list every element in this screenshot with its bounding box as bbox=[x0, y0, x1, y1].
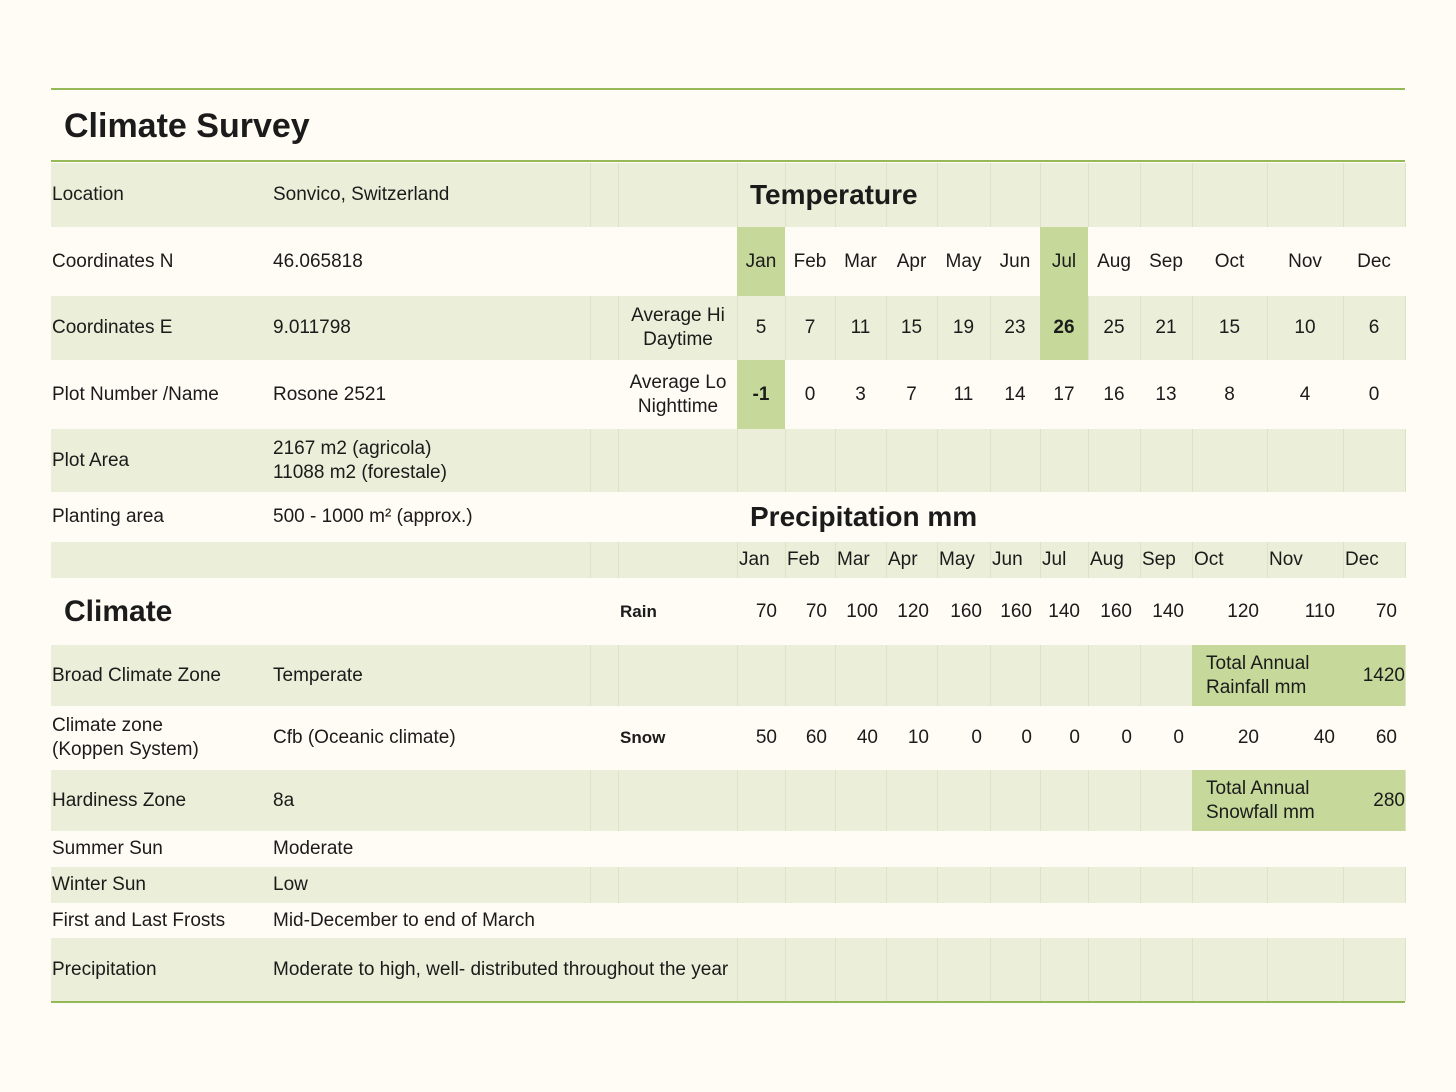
rain-value: 160 bbox=[1000, 600, 1032, 622]
temperature-hi-value: 5 bbox=[755, 317, 767, 338]
temperature-hi-value: 15 bbox=[1218, 317, 1241, 338]
temperature-lo-value: 14 bbox=[1004, 383, 1026, 405]
snow-value: 40 bbox=[1313, 727, 1335, 748]
summer-sun-label: Summer Sun bbox=[52, 838, 163, 859]
grid-divider bbox=[937, 770, 938, 831]
broad-climate-zone-value: Temperate bbox=[273, 664, 363, 686]
grid-divider bbox=[990, 542, 991, 578]
precipitation-month-label: Feb bbox=[787, 549, 820, 570]
plot-area-value: 2167 m2 (agricola) 11088 m2 (forestale) bbox=[273, 437, 447, 483]
temperature-month-label: Sep bbox=[1149, 250, 1183, 272]
grid-divider bbox=[785, 770, 786, 831]
planting-area-label: Planting area bbox=[52, 506, 164, 527]
grid-divider bbox=[1267, 867, 1268, 903]
grid-divider bbox=[1088, 163, 1089, 227]
plot-number-value: Rosone 2521 bbox=[273, 383, 387, 405]
temperature-lo-value: -1 bbox=[752, 383, 770, 405]
grid-divider bbox=[737, 867, 738, 903]
grid-divider bbox=[1192, 429, 1193, 492]
grid-divider bbox=[1267, 938, 1268, 1001]
grid-divider bbox=[1140, 645, 1141, 706]
precipitation-month-label: Dec bbox=[1345, 549, 1379, 570]
grid-divider bbox=[1040, 867, 1041, 903]
temperature-hi-value: 19 bbox=[952, 317, 975, 338]
temperature-month-label: Jul bbox=[1051, 250, 1077, 272]
snow-total-label: Total Annual Snowfall mm bbox=[1206, 777, 1315, 823]
climate-zone-value: Cfb (Oceanic climate) bbox=[273, 727, 456, 748]
document-title: Climate Survey bbox=[64, 107, 310, 145]
grid-divider bbox=[1140, 429, 1141, 492]
temperature-lo-value: 17 bbox=[1053, 383, 1075, 405]
snow-value: 40 bbox=[856, 727, 878, 748]
precipitation-month-label: Oct bbox=[1194, 549, 1224, 570]
temperature-hi-value: 21 bbox=[1155, 317, 1177, 338]
grid-divider bbox=[1040, 429, 1041, 492]
precipitation-month-label: Apr bbox=[888, 549, 918, 570]
grid-divider bbox=[886, 867, 887, 903]
grid-divider bbox=[937, 645, 938, 706]
grid-divider bbox=[1192, 542, 1193, 578]
temperature-hi-value: 25 bbox=[1103, 317, 1125, 338]
grid-divider bbox=[785, 645, 786, 706]
grid-divider bbox=[835, 542, 836, 578]
grid-divider bbox=[590, 542, 591, 578]
climate-survey-sheet bbox=[51, 0, 1405, 1092]
grid-divider bbox=[886, 542, 887, 578]
grid-divider bbox=[937, 163, 938, 227]
snow-label: Snow bbox=[620, 728, 666, 747]
average-hi-label: Average Hi Daytime bbox=[631, 305, 725, 350]
coordinates-e-value: 9.011798 bbox=[273, 317, 351, 338]
top-rule bbox=[51, 88, 1405, 90]
grid-divider bbox=[1088, 429, 1089, 492]
snow-value: 60 bbox=[805, 727, 827, 748]
temperature-month-label: Feb bbox=[793, 250, 827, 272]
temperature-lo-value: 0 bbox=[1368, 383, 1380, 405]
temperature-hi-value: 6 bbox=[1368, 317, 1380, 338]
grid-divider bbox=[1405, 429, 1406, 492]
grid-divider bbox=[835, 645, 836, 706]
temperature-lo-value: 8 bbox=[1224, 383, 1235, 405]
location-value: Sonvico, Switzerland bbox=[273, 184, 450, 205]
grid-divider bbox=[1040, 770, 1041, 831]
coordinates-n-value: 46.065818 bbox=[273, 250, 363, 272]
rain-value: 100 bbox=[846, 600, 878, 622]
grid-divider bbox=[1040, 645, 1041, 706]
temperature-month-label: Oct bbox=[1214, 250, 1245, 272]
grid-divider bbox=[1343, 542, 1344, 578]
rain-value: 70 bbox=[805, 600, 827, 622]
grid-divider bbox=[1267, 163, 1268, 227]
temperature-lo-value: 13 bbox=[1155, 383, 1177, 405]
grid-divider bbox=[618, 770, 619, 831]
temperature-month-label: Aug bbox=[1097, 250, 1131, 272]
snow-value: 0 bbox=[1069, 727, 1080, 748]
coordinates-e-label: Coordinates E bbox=[52, 317, 173, 338]
grid-divider bbox=[1343, 429, 1344, 492]
location-label: Location bbox=[52, 184, 124, 205]
precipitation-month-label: Nov bbox=[1269, 549, 1303, 570]
precipitation-month-label: May bbox=[939, 549, 975, 570]
grid-divider bbox=[785, 429, 786, 492]
grid-divider bbox=[1405, 867, 1406, 903]
precipitation-month-label: Jan bbox=[739, 549, 770, 570]
grid-divider bbox=[590, 163, 591, 227]
grid-divider bbox=[590, 296, 591, 360]
grid-divider bbox=[618, 645, 619, 706]
grid-divider bbox=[618, 163, 619, 227]
temperature-hi-value: 23 bbox=[1004, 317, 1026, 338]
grid-divider bbox=[737, 429, 738, 492]
precipitation-month-label: Aug bbox=[1090, 549, 1124, 570]
grid-divider bbox=[1405, 542, 1406, 578]
grid-divider bbox=[737, 938, 738, 1001]
temperature-month-label: Jan bbox=[745, 250, 777, 272]
grid-divider bbox=[1192, 867, 1193, 903]
precipitation-label: Precipitation bbox=[52, 958, 157, 980]
snow-value: 50 bbox=[755, 727, 777, 748]
rain-value: 70 bbox=[755, 600, 777, 622]
grid-divider bbox=[1088, 867, 1089, 903]
grid-divider bbox=[1088, 645, 1089, 706]
temperature-lo-value: 7 bbox=[906, 383, 917, 405]
rain-value: 160 bbox=[1100, 600, 1132, 622]
band-location bbox=[51, 163, 1405, 227]
grid-divider bbox=[1040, 163, 1041, 227]
band-plot-area bbox=[51, 429, 1405, 492]
precipitation-month-label: Sep bbox=[1142, 549, 1176, 570]
precipitation-month-label: Jun bbox=[992, 549, 1023, 570]
grid-divider bbox=[1140, 163, 1141, 227]
temperature-hi-value: 11 bbox=[850, 317, 871, 338]
temperature-hi-value: 15 bbox=[900, 317, 923, 338]
grid-divider bbox=[1343, 938, 1344, 1001]
grid-divider bbox=[937, 867, 938, 903]
coordinates-n-label: Coordinates N bbox=[52, 250, 174, 272]
temperature-lo-value: 3 bbox=[855, 383, 866, 405]
precipitation-month-label: Jul bbox=[1042, 549, 1067, 570]
grid-divider bbox=[1140, 867, 1141, 903]
plot-area-label: Plot Area bbox=[52, 449, 130, 471]
grid-divider bbox=[1088, 938, 1089, 1001]
temperature-month-label: Nov bbox=[1288, 250, 1322, 272]
frosts-value: Mid-December to end of March bbox=[273, 909, 535, 931]
snow-value: 0 bbox=[1121, 727, 1132, 748]
snow-value: 0 bbox=[971, 727, 982, 748]
snow-value: 60 bbox=[1375, 727, 1397, 748]
grid-divider bbox=[1405, 296, 1406, 360]
temperature-month-label: Jun bbox=[999, 250, 1031, 272]
grid-divider bbox=[618, 867, 619, 903]
grid-divider bbox=[990, 770, 991, 831]
rain-total-label: Total Annual Rainfall mm bbox=[1206, 652, 1310, 698]
temperature-hi-value: 26 bbox=[1053, 317, 1075, 338]
grid-divider bbox=[618, 542, 619, 578]
grid-divider bbox=[1140, 770, 1141, 831]
grid-divider bbox=[835, 770, 836, 831]
grid-divider bbox=[1088, 770, 1089, 831]
summer-sun-value: Moderate bbox=[273, 838, 354, 859]
planting-area-value: 500 - 1000 m² (approx.) bbox=[273, 506, 473, 527]
temperature-hi-value: 7 bbox=[804, 317, 816, 338]
grid-divider bbox=[1405, 770, 1406, 831]
grid-divider bbox=[886, 645, 887, 706]
rain-value: 110 bbox=[1304, 600, 1335, 622]
grid-divider bbox=[937, 429, 938, 492]
grid-divider bbox=[1088, 542, 1089, 578]
broad-climate-zone-label: Broad Climate Zone bbox=[52, 664, 221, 686]
snow-value: 0 bbox=[1021, 727, 1032, 748]
grid-divider bbox=[785, 938, 786, 1001]
climate-heading: Climate bbox=[64, 594, 173, 628]
grid-divider bbox=[590, 867, 591, 903]
grid-divider bbox=[1405, 645, 1406, 706]
temperature-month-label: Mar bbox=[844, 250, 877, 272]
grid-divider bbox=[990, 867, 991, 903]
rain-value: 160 bbox=[950, 600, 982, 622]
temperature-lo-value: 0 bbox=[804, 383, 816, 405]
temperature-heading: Temperature bbox=[750, 179, 918, 210]
temperature-month-label: May bbox=[945, 250, 982, 272]
grid-divider bbox=[1405, 163, 1406, 227]
rain-value: 140 bbox=[1152, 600, 1184, 622]
grid-divider bbox=[590, 429, 591, 492]
average-lo-label: Average Lo Nighttime bbox=[629, 371, 727, 417]
grid-divider bbox=[1267, 542, 1268, 578]
rain-total-value: 1420 bbox=[1362, 664, 1405, 686]
precipitation-month-label: Mar bbox=[837, 549, 870, 570]
precipitation-value: Moderate to high, well- distributed throughout the year bbox=[273, 938, 734, 1001]
snow-value: 0 bbox=[1173, 727, 1184, 748]
rain-value: 140 bbox=[1048, 600, 1080, 622]
plot-number-label: Plot Number /Name bbox=[52, 383, 219, 405]
grid-divider bbox=[937, 938, 938, 1001]
temperature-month-label: Apr bbox=[896, 250, 927, 272]
grid-divider bbox=[990, 163, 991, 227]
grid-divider bbox=[1040, 938, 1041, 1001]
rain-value: 120 bbox=[1227, 600, 1259, 622]
bottom-rule bbox=[51, 1001, 1405, 1003]
grid-divider bbox=[1140, 938, 1141, 1001]
grid-divider bbox=[737, 163, 738, 227]
grid-divider bbox=[1343, 867, 1344, 903]
temperature-month-label: Dec bbox=[1357, 250, 1391, 272]
climate-zone-label: Climate zone (Koppen System) bbox=[52, 715, 199, 760]
hardiness-zone-value: 8a bbox=[273, 789, 295, 811]
temperature-hi-value: 10 bbox=[1294, 317, 1316, 338]
grid-divider bbox=[990, 938, 991, 1001]
precipitation-heading: Precipitation mm bbox=[750, 501, 978, 532]
hardiness-zone-label: Hardiness Zone bbox=[52, 789, 187, 811]
winter-sun-value: Low bbox=[273, 874, 308, 895]
grid-divider bbox=[737, 770, 738, 831]
grid-divider bbox=[1192, 938, 1193, 1001]
grid-divider bbox=[590, 770, 591, 831]
temperature-lo-value: 16 bbox=[1103, 383, 1125, 405]
grid-divider bbox=[1140, 542, 1141, 578]
rain-label: Rain bbox=[620, 601, 657, 621]
grid-divider bbox=[590, 645, 591, 706]
frosts-label: First and Last Frosts bbox=[52, 909, 226, 931]
grid-divider bbox=[618, 296, 619, 360]
snow-value: 10 bbox=[907, 727, 929, 748]
grid-divider bbox=[618, 429, 619, 492]
snow-total-value: 280 bbox=[1373, 789, 1405, 811]
grid-divider bbox=[1405, 938, 1406, 1001]
grid-divider bbox=[737, 542, 738, 578]
grid-divider bbox=[737, 645, 738, 706]
grid-divider bbox=[835, 429, 836, 492]
grid-divider bbox=[1192, 163, 1193, 227]
grid-divider bbox=[835, 867, 836, 903]
grid-divider bbox=[937, 542, 938, 578]
winter-sun-label: Winter Sun bbox=[52, 874, 146, 895]
grid-divider bbox=[785, 542, 786, 578]
rain-value: 120 bbox=[897, 600, 929, 622]
rain-value: 70 bbox=[1375, 600, 1397, 622]
grid-divider bbox=[886, 770, 887, 831]
temperature-lo-value: 4 bbox=[1299, 383, 1311, 405]
title-rule bbox=[51, 160, 1405, 162]
grid-divider bbox=[886, 938, 887, 1001]
grid-divider bbox=[1267, 429, 1268, 492]
band-winter-sun bbox=[51, 867, 1405, 903]
temperature-lo-value: 11 bbox=[953, 383, 974, 405]
grid-divider bbox=[1040, 542, 1041, 578]
snow-value: 20 bbox=[1237, 727, 1259, 748]
grid-divider bbox=[990, 645, 991, 706]
grid-divider bbox=[990, 429, 991, 492]
grid-divider bbox=[835, 938, 836, 1001]
grid-divider bbox=[785, 867, 786, 903]
grid-divider bbox=[1343, 163, 1344, 227]
grid-divider bbox=[886, 429, 887, 492]
